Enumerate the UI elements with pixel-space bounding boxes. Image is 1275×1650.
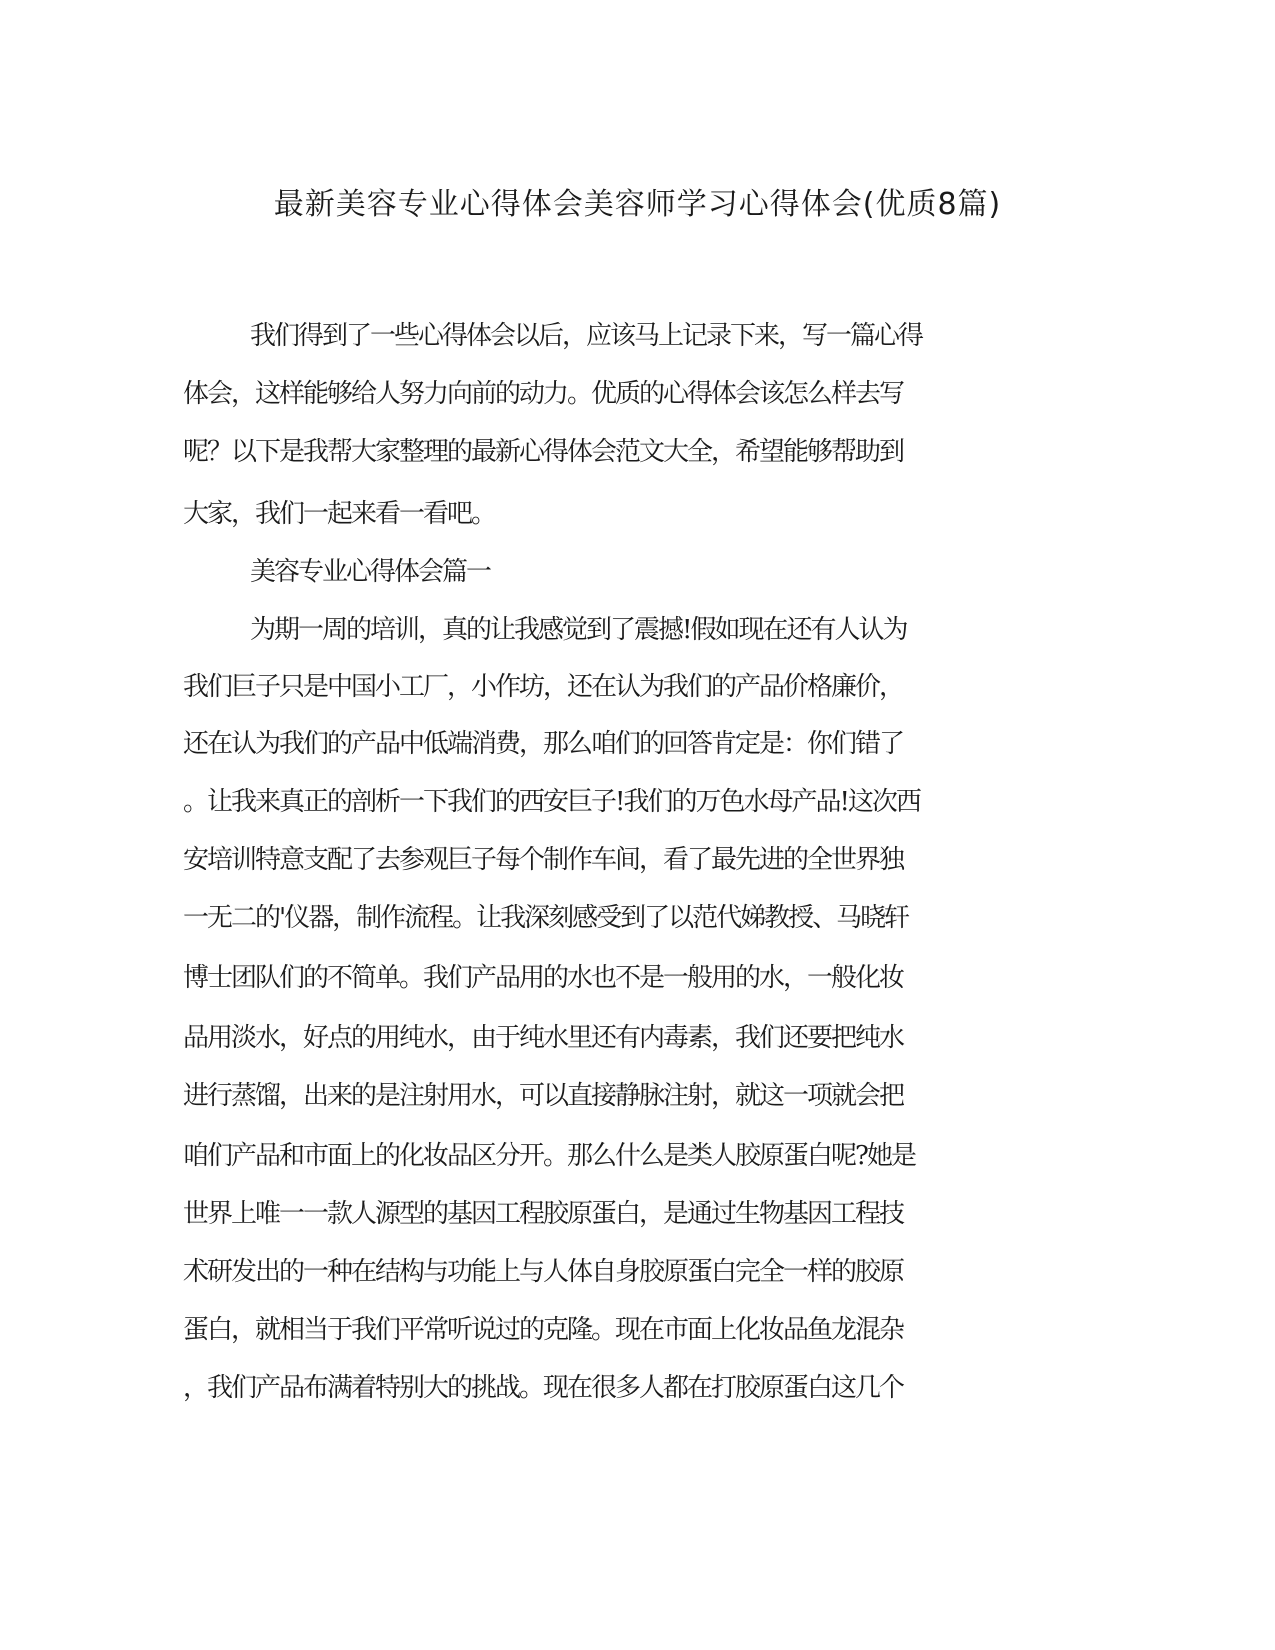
paragraph-line: 一无二的'仪器，制作流程。让我深刻感受到了以范代娣教授、马晓轩 xyxy=(183,903,909,933)
paragraph-line: 进行蒸馏，出来的是注射用水，可以直接静脉注射，就这一项就会把 xyxy=(183,1081,904,1111)
paragraph-line: 咱们产品和市面上的化妆品区分开。那么什么是类人胶原蛋白呢?她是 xyxy=(183,1141,915,1171)
paragraph-line: 为期一周的培训，真的让我感觉到了震撼!假如现在还有人认为 xyxy=(250,615,907,645)
paragraph-line: 博士团队们的不简单。我们产品用的水也不是一般用的水，一般化妆 xyxy=(183,963,904,993)
paragraph-line: 我们得到了一些心得体会以后，应该马上记录下来，写一篇心得 xyxy=(250,321,923,351)
paragraph-line: 。让我来真正的剖析一下我们的西安巨子!我们的万色水母产品!这次西 xyxy=(183,787,920,817)
paragraph-line: 还在认为我们的产品中低端消费，那么咱们的回答肯定是：你们错了 xyxy=(183,729,904,759)
paragraph-line: 大家，我们一起来看一看吧。 xyxy=(183,499,496,529)
paragraph-line: 术研发出的一种在结构与功能上与人体自身胶原蛋白完全一样的胶原 xyxy=(183,1257,904,1287)
paragraph-line: 世界上唯一一款人源型的基因工程胶原蛋白，是通过生物基因工程技 xyxy=(183,1199,904,1229)
paragraph-line: 我们巨子只是中国小工厂，小作坊，还在认为我们的产品价格廉价， xyxy=(183,672,904,702)
document-title: 最新美容专业心得体会美容师学习心得体会(优质8篇) xyxy=(273,187,1002,222)
paragraph-line: 安培训特意支配了去参观巨子每个制作车间，看了最先进的全世界独 xyxy=(183,845,904,875)
paragraph-line: 呢？以下是我帮大家整理的最新心得体会范文大全，希望能够帮助到 xyxy=(183,437,904,467)
paragraph-line: 蛋白，就相当于我们平常听说过的克隆。现在市面上化妆品鱼龙混杂 xyxy=(183,1315,904,1345)
paragraph-line: ，我们产品布满着特别大的挑战。现在很多人都在打胶原蛋白这几个 xyxy=(183,1373,904,1403)
paragraph-line: 品用淡水，好点的用纯水，由于纯水里还有内毒素，我们还要把纯水 xyxy=(183,1023,904,1053)
paragraph-line: 体会，这样能够给人努力向前的动力。优质的心得体会该怎么样去写 xyxy=(183,379,904,409)
section-heading: 美容专业心得体会篇一 xyxy=(250,557,491,587)
